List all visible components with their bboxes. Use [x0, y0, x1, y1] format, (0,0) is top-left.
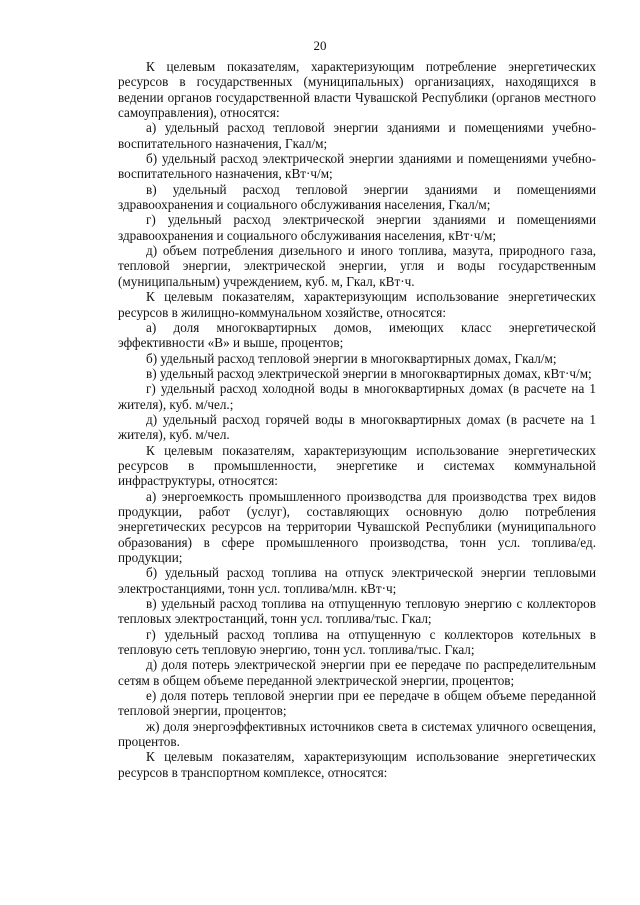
list-item: д) удельный расход горячей воды в многоквартирных домах (в расчете на 1 жителя), куб. м/чел. [118, 411, 596, 443]
paragraph-intro-transport: К целевым показателям, характеризующим использование энергетических ресурсов в транспортном комплексе, относятся: [118, 749, 596, 780]
list-item: б) удельный расход тепловой энергии в многоквартирных домах, Гкал/м; [146, 350, 557, 366]
list-item: е) доля потерь тепловой энергии при ее передаче в общем объеме переданной тепловой энергии, процентов; [118, 688, 596, 719]
page-number: 20 [313, 38, 327, 53]
paragraph-intro-state-organizations: К целевым показателям, характеризующим потребление энергетических ресурсов в государственных (муниципальных) организациях, находящихся в ведении органов государственной власти Чувашской Республики (органов местного самоуправления), относятся: [118, 59, 596, 121]
list-item: д) объем потребления дизельного и иного топлива, мазута, природного газа, тепловой энергии, электрической энергии, угля и воды государственным (муниципальным) учреждением, куб. м, Гкал, кВт·ч. [118, 243, 596, 289]
paragraph-intro-industry: К целевым показателям, характеризующим использование энергетических ресурсов в промышленности, энергетике и системах коммунальной инфраструктуры, относятся: [118, 442, 596, 489]
list-item: в) удельный расход тепловой энергии зданиями и помещениями здравоохранения и социального обслуживания населения, Гкал/м; [118, 181, 596, 213]
list-item: г) удельный расход холодной воды в многоквартирных домах (в расчете на 1 жителя), куб. м/чел.; [118, 381, 596, 412]
list-item: а) доля многоквартирных домов, имеющих класс энергетической эффективности «В» и выше, процентов; [118, 319, 596, 351]
paragraph-intro-housing: К целевым показателям, характеризующим использование энергетических ресурсов в жилищно-коммунальном хозяйстве, относятся: [118, 289, 596, 320]
list-item: г) удельный расход топлива на отпущенную с коллекторов котельных в тепловую сеть тепловую энергию, тонн усл. топлива/тыс. Гкал; [118, 626, 596, 658]
list-item: г) удельный расход электрической энергии зданиями и помещениями здравоохранения и социального обслуживания населения, кВт·ч/м; [118, 212, 596, 243]
list-item: ж) доля энергоэффективных источников света в системах уличного освещения, процентов. [118, 718, 596, 750]
list-item: а) энергоемкость промышленного производства для производства трех видов продукции, работ (услуг), составляющих основную долю потребления энергетических ресурсов на территории Чувашской Республики (муниципального образования) в сфере промышленного производства, тонн усл. топлива/ед. продукции; [118, 488, 596, 565]
list-item: в) удельный расход электрической энергии в многоквартирных домах, кВт·ч/м; [146, 365, 592, 381]
document-body [118, 59, 596, 780]
list-item: б) удельный расход электрической энергии зданиями и помещениями учебно-воспитательного назначения, кВт·ч/м; [118, 151, 596, 182]
list-item: д) доля потерь электрической энергии при ее передаче по распределительным сетям в общем объеме переданной электрической энергии, процентов; [118, 657, 596, 688]
list-item: б) удельный расход топлива на отпуск электрической энергии тепловыми электростанциями, тонн усл. топлива/млн. кВт·ч; [118, 565, 596, 596]
list-item: в) удельный расход топлива на отпущенную тепловую энергию с коллекторов тепловых электростанций, тонн усл. топлива/тыс. Гкал; [118, 596, 596, 627]
list-item: а) удельный расход тепловой энергии зданиями и помещениями учебно-воспитательного назначения, Гкал/м; [118, 120, 596, 151]
